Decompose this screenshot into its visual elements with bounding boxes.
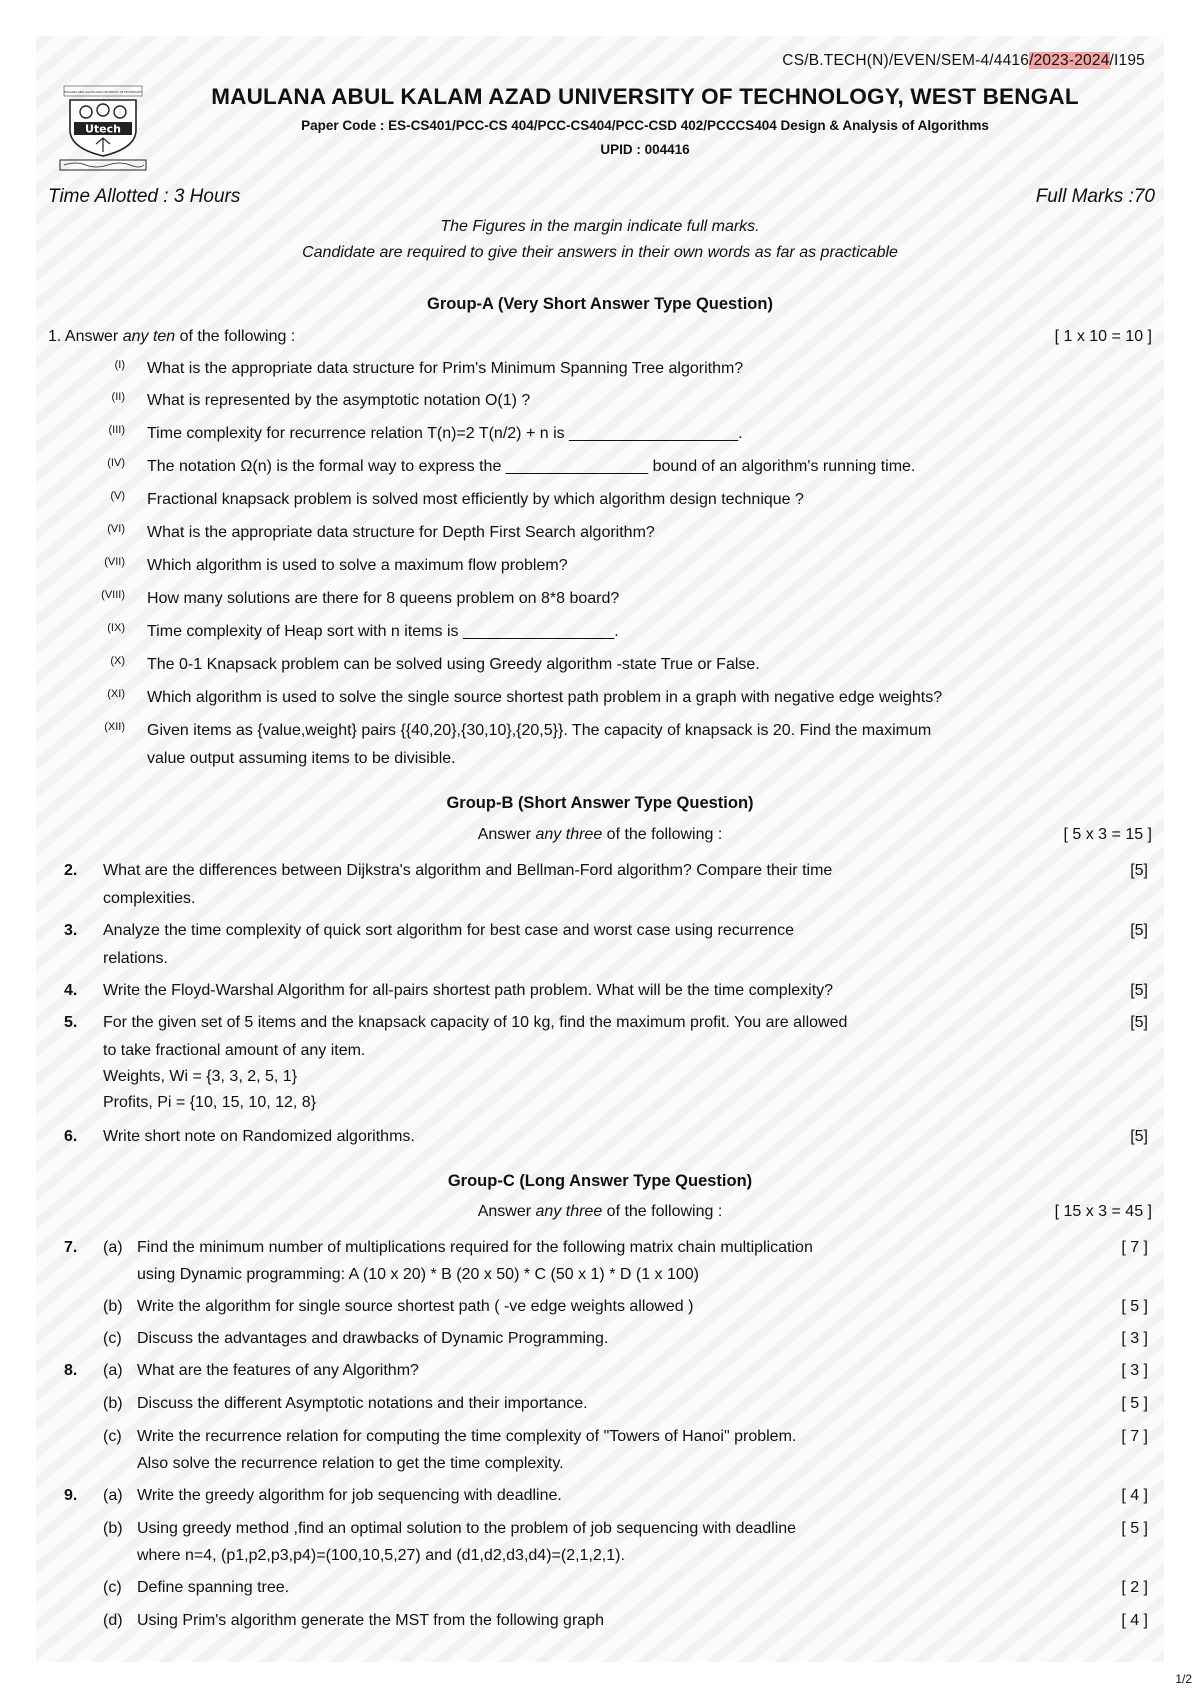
question-4-marks: [5] — [1130, 982, 1148, 999]
question-2-marks: [5] — [1130, 862, 1148, 879]
question-9a-marks: [ 4 ] — [1121, 1487, 1148, 1504]
question-1-v: Fractional knapsack problem is solved most efficiently by which algorithm design technique ? — [147, 491, 804, 508]
question-8b-line1: Discuss the different Asymptotic notations and their importance. — [137, 1395, 588, 1412]
group-b-lead: Answer — [477, 826, 536, 843]
item-number: (III) — [108, 424, 125, 436]
question-7b-line1: Write the algorithm for single source shortest path ( -ve edge weights allowed ) — [137, 1298, 694, 1315]
subpart-label: (b) — [103, 1520, 123, 1537]
instruction-own-words: Candidate are required to give their answers in their own words as far as practicable — [302, 244, 898, 261]
question-4-line1: Write the Floyd-Warshal Algorithm for all-pairs shortest path problem. What will be the time complexity? — [103, 982, 834, 999]
group-a-instruction — [48, 328, 295, 346]
question-5-marks: [5] — [1130, 1014, 1148, 1031]
question-9a-line1: Write the greedy algorithm for job sequencing with deadline. — [137, 1487, 562, 1504]
time-allotted: Time Allotted : 3 Hours — [48, 186, 241, 207]
question-3-line1: Analyze the time complexity of quick sort algorithm for best case and worst case using recurrence — [103, 922, 794, 939]
subpart-label: (b) — [103, 1298, 123, 1315]
group-b-lead-end: of the following : — [602, 826, 723, 843]
question-number: 6. — [64, 1128, 78, 1145]
question-1-ix: Time complexity of Heap sort with n items is _________________. — [147, 623, 619, 640]
question-9b-line1: Using greedy method ,find an optimal solution to the problem of job sequencing with deadline — [137, 1520, 797, 1537]
ref-session-highlight: /2023-2024 — [1029, 52, 1110, 69]
group-a-lead: 1. Answer — [48, 328, 123, 345]
logo-text: Utech — [84, 122, 122, 136]
question-8a-marks: [ 3 ] — [1121, 1362, 1148, 1379]
group-b-instruction — [0, 826, 1200, 844]
question-5-weights: Weights, Wi = {3, 3, 2, 5, 1} — [103, 1068, 298, 1085]
group-c-instruction — [0, 1203, 1200, 1221]
question-1-iv: The notation Ω(n) is the formal way to express the ________________ bound of an algorithm's running time. — [147, 458, 916, 475]
question-9c-marks: [ 2 ] — [1121, 1579, 1148, 1596]
question-1-viii: How many solutions are there for 8 queens problem on 8*8 board? — [147, 590, 620, 607]
question-number: 3. — [64, 922, 78, 939]
ref-suffix: /I195 — [1109, 52, 1145, 69]
group-b-marks: [ 5 x 3 = 15 ] — [1063, 826, 1152, 843]
item-number: (VII) — [104, 556, 125, 568]
question-8c-line2: Also solve the recurrence relation to get the time complexity. — [137, 1455, 564, 1472]
university-logo — [56, 82, 150, 174]
question-1-ii: What is represented by the asymptotic notation O(1) ? — [147, 392, 531, 409]
subpart-label: (a) — [103, 1487, 123, 1504]
question-7a-marks: [ 7 ] — [1121, 1239, 1148, 1256]
paper-code: Paper Code : ES-CS401/PCC-CS 404/PCC-CS404/PCC-CSD 402/PCCCS404 Design & Analysis of Algorithms — [301, 118, 989, 133]
question-9d-line1: Using Prim's algorithm generate the MST from the following graph — [137, 1612, 604, 1629]
group-b-lead-emphasis: any three — [535, 826, 603, 843]
full-marks: Full Marks :70 — [1035, 186, 1155, 207]
question-6-line1: Write short note on Randomized algorithms. — [103, 1128, 415, 1145]
item-number: (XII) — [104, 721, 125, 733]
question-5-line2: to take fractional amount of any item. — [103, 1042, 366, 1059]
question-1-xi: Which algorithm is used to solve the single source shortest path problem in a graph with negative edge weights? — [147, 689, 943, 706]
item-number: (IV) — [107, 457, 125, 469]
instruction-marks: The Figures in the margin indicate full marks. — [440, 218, 760, 235]
question-1-x: The 0-1 Knapsack problem can be solved using Greedy algorithm -state True or False. — [147, 656, 760, 673]
item-number: (V) — [110, 490, 125, 502]
question-number: 7. — [64, 1239, 78, 1256]
group-c-title: Group-C (Long Answer Type Question) — [447, 1172, 753, 1190]
question-8c-marks: [ 7 ] — [1121, 1428, 1148, 1445]
question-1-i: What is the appropriate data structure for Prim's Minimum Spanning Tree algorithm? — [147, 360, 744, 377]
item-number: (IX) — [107, 622, 125, 634]
question-number: 2. — [64, 862, 78, 879]
group-c-lead: Answer — [477, 1203, 536, 1220]
subpart-label: (c) — [103, 1330, 122, 1347]
subpart-label: (c) — [103, 1428, 122, 1445]
ref-prefix: CS/B.TECH(N)/EVEN/SEM-4/4416 — [782, 52, 1030, 69]
question-number: 4. — [64, 982, 78, 999]
question-7b-marks: [ 5 ] — [1121, 1298, 1148, 1315]
question-1-vii: Which algorithm is used to solve a maximum flow problem? — [147, 557, 568, 574]
university-name: MAULANA ABUL KALAM AZAD UNIVERSITY OF TECHNOLOGY, WEST BENGAL — [211, 84, 1079, 109]
item-number: (VI) — [107, 523, 125, 535]
question-7a-line2: using Dynamic programming: A (10 x 20) * B (20 x 50) * C (50 x 1) * D (1 x 100) — [137, 1266, 700, 1283]
item-number: (VIII) — [101, 589, 125, 601]
group-a-marks: [ 1 x 10 = 10 ] — [1054, 328, 1152, 345]
question-1-xii-cont: value output assuming items to be divisible. — [147, 750, 456, 767]
question-1-xii: Given items as {value,weight} pairs {{40,20},{30,10},{20,5}}. The capacity of knapsack is 20. Find the maximum — [147, 722, 932, 739]
question-1-iii: Time complexity for recurrence relation T(n)=2 T(n/2) + n is ___________________. — [147, 425, 743, 442]
question-9b-line2: where n=4, (p1,p2,p3,p4)=(100,10,5,27) and (d1,d2,d3,d4)=(2,1,2,1). — [137, 1547, 625, 1564]
logo-top-text: MAULANA ABUL KALAM AZAD UNIVERSITY OF TECHNOLOGY — [64, 91, 142, 94]
group-a-title: Group-A (Very Short Answer Type Question) — [427, 295, 773, 313]
item-number: (II) — [111, 391, 125, 403]
question-8a-line1: What are the features of any Algorithm? — [137, 1362, 419, 1379]
item-number: (XI) — [107, 688, 125, 700]
group-c-lead-emphasis: any three — [535, 1203, 603, 1220]
question-7c-marks: [ 3 ] — [1121, 1330, 1148, 1347]
question-number: 8. — [64, 1362, 78, 1379]
subpart-label: (d) — [103, 1612, 123, 1629]
question-3-line2: relations. — [103, 950, 168, 967]
question-2-line2: complexities. — [103, 890, 196, 907]
question-7c-line1: Discuss the advantages and drawbacks of Dynamic Programming. — [137, 1330, 609, 1347]
question-1-vi: What is the appropriate data structure for Depth First Search algorithm? — [147, 524, 655, 541]
question-5-profits: Profits, Pi = {10, 15, 10, 12, 8} — [103, 1094, 317, 1111]
question-7a-line1: Find the minimum number of multiplications required for the following matrix chain multiplication — [137, 1239, 813, 1256]
group-c-lead-end: of the following : — [602, 1203, 723, 1220]
question-6-marks: [5] — [1130, 1128, 1148, 1145]
subpart-label: (c) — [103, 1579, 122, 1596]
question-5-line1: For the given set of 5 items and the knapsack capacity of 10 kg, find the maximum profit. You are allowed — [103, 1014, 848, 1031]
group-c-marks: [ 15 x 3 = 45 ] — [1054, 1203, 1152, 1220]
group-b-title: Group-B (Short Answer Type Question) — [446, 794, 754, 812]
question-2-line1: What are the differences between Dijkstra's algorithm and Bellman-Ford algorithm? Compare their time — [103, 862, 833, 879]
group-a-lead-emphasis: any ten — [122, 328, 176, 345]
item-number: (X) — [110, 655, 125, 667]
subpart-label: (b) — [103, 1395, 123, 1412]
subpart-label: (a) — [103, 1239, 123, 1256]
question-3-marks: [5] — [1130, 922, 1148, 939]
paper-reference — [782, 52, 1145, 70]
question-9b-marks: [ 5 ] — [1121, 1520, 1148, 1537]
question-8c-line1: Write the recurrence relation for computing the time complexity of "Towers of Hanoi" problem. — [137, 1428, 797, 1445]
item-number: (I) — [114, 359, 125, 371]
group-a-lead-end: of the following : — [175, 328, 296, 345]
watermark-background — [36, 36, 1164, 1662]
upid: UPID : 004416 — [600, 142, 690, 157]
question-9d-marks: [ 4 ] — [1121, 1612, 1148, 1629]
page-number: 1/2 — [1175, 1672, 1192, 1686]
question-8b-marks: [ 5 ] — [1121, 1395, 1148, 1412]
question-number: 5. — [64, 1014, 78, 1031]
subpart-label: (a) — [103, 1362, 123, 1379]
question-number: 9. — [64, 1487, 78, 1504]
question-9c-line1: Define spanning tree. — [137, 1579, 290, 1596]
